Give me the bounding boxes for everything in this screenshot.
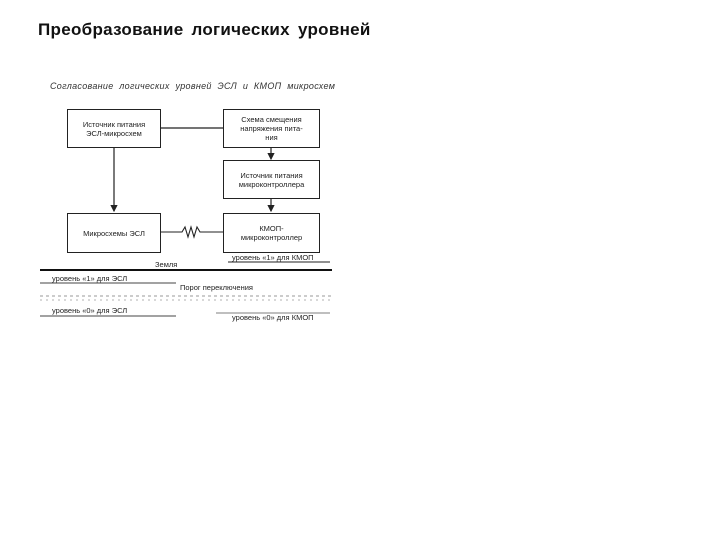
- ecl-power-source-label: Источник питания ЭСЛ-микросхем: [82, 119, 146, 138]
- ground-label: Земля: [155, 260, 178, 269]
- threshold-label: Порог переключения: [180, 283, 253, 292]
- cmos-mcu-label: КМОП- микроконтроллер: [240, 224, 303, 242]
- ecl-high-level-label: уровень «1» для ЭСЛ: [52, 274, 128, 283]
- mcu-power-source-box: [223, 160, 320, 199]
- resistor-link: [161, 227, 223, 237]
- ecl-chips-box: [67, 213, 161, 253]
- ecl-power-source-box: [67, 109, 161, 148]
- bias-circuit-label: Схема смещения напряжения пита- ния: [240, 115, 303, 142]
- page-title: Преобразование логических уровней: [38, 20, 371, 39]
- cmos-mcu-box: [223, 213, 320, 253]
- cmos-high-level-label: уровень «1» для КМОП: [232, 253, 314, 262]
- mcu-power-source-label: Источник питания микроконтроллера: [238, 170, 305, 189]
- diagram-title: Согласование логических уровней ЭСЛ и КМОП микросхем: [50, 81, 336, 91]
- bias-circuit-box: [223, 109, 320, 148]
- ecl-chips-label: Микросхемы ЭСЛ: [83, 228, 145, 238]
- cmos-low-level-label: уровень «0» для КМОП: [232, 313, 314, 322]
- ecl-low-level-label: уровень «0» для ЭСЛ: [52, 306, 128, 315]
